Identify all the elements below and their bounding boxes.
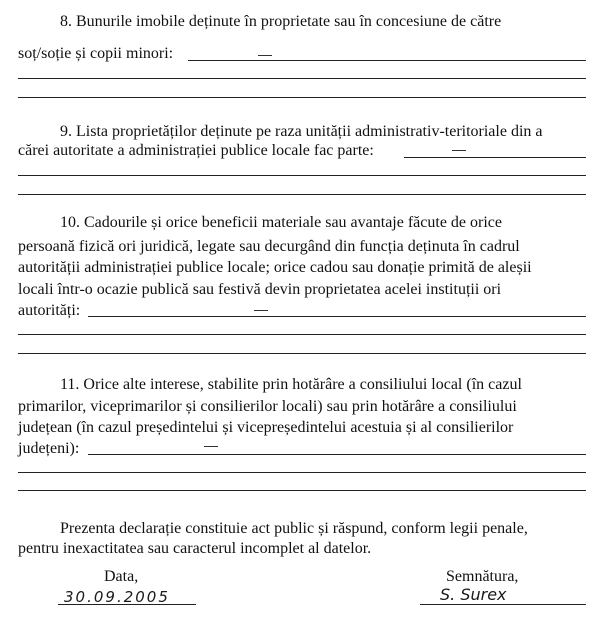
- dash-mark: [258, 55, 272, 56]
- item8-line1: 8. Bunurile imobile deținute în proprietate sau în concesiune de către: [60, 13, 502, 30]
- declaration-line1: Prezenta declarație constituie act public și răspund, conform legii penale,: [60, 520, 528, 537]
- fill-line: [404, 157, 586, 158]
- item9-line2: cărei autoritate a administrației publice locale fac parte:: [18, 142, 374, 159]
- item11-line3: județean (în cazul președintelui și vicepreședintelui acestuia și al consilierilor: [18, 419, 514, 436]
- signature-line: [420, 604, 586, 605]
- item11-line4: județeni):: [18, 440, 80, 457]
- fill-line: [18, 334, 586, 335]
- item10-line3: autorității administrației publice locale; orice cadou sau donație primită de aleșii: [18, 259, 532, 276]
- fill-line: [188, 60, 586, 61]
- item10-line4: locali într-o ocazie publică sau festivă devin proprietatea acelei instituții ori: [18, 281, 502, 298]
- dash-mark: [204, 446, 218, 447]
- date-line: [58, 604, 196, 605]
- fill-line: [88, 316, 586, 317]
- signature-value: S. Surex: [440, 585, 507, 604]
- fill-line: [88, 454, 586, 455]
- item10-line1: 10. Cadourile și orice beneficii materiale sau avantaje făcute de orice: [60, 214, 503, 231]
- dash-mark: [452, 150, 466, 151]
- fill-line: [18, 490, 586, 491]
- signature-label: Semnătura,: [446, 568, 519, 585]
- date-value: 30.09.2005: [64, 588, 170, 606]
- fill-line: [18, 78, 586, 79]
- fill-line: [18, 353, 586, 354]
- item8-line2: soț/soție și copii minori:: [18, 45, 174, 62]
- declaration-line2: pentru inexactitatea sau caracterul incomplet al datelor.: [18, 540, 372, 557]
- dash-mark: [254, 310, 268, 311]
- item10-line2: persoană fizică ori juridică, legate sau decurgând din funcția deținuta în cadrul: [18, 238, 520, 255]
- date-label: Data,: [104, 568, 139, 585]
- item11-line2: primarilor, viceprimarilor și consilierilor locali) sau prin hotărâre a consiliului: [18, 398, 517, 415]
- fill-line: [18, 175, 586, 176]
- fill-line: [18, 97, 586, 98]
- item9-line1: 9. Lista proprietăților deținute pe raza unității administrativ-teritoriale din a: [60, 123, 543, 140]
- item11-line1: 11. Orice alte interese, stabilite prin hotărâre a consiliului local (în cazul: [60, 376, 522, 393]
- item10-line5: autorități:: [18, 302, 81, 319]
- fill-line: [18, 194, 586, 195]
- fill-line: [18, 472, 586, 473]
